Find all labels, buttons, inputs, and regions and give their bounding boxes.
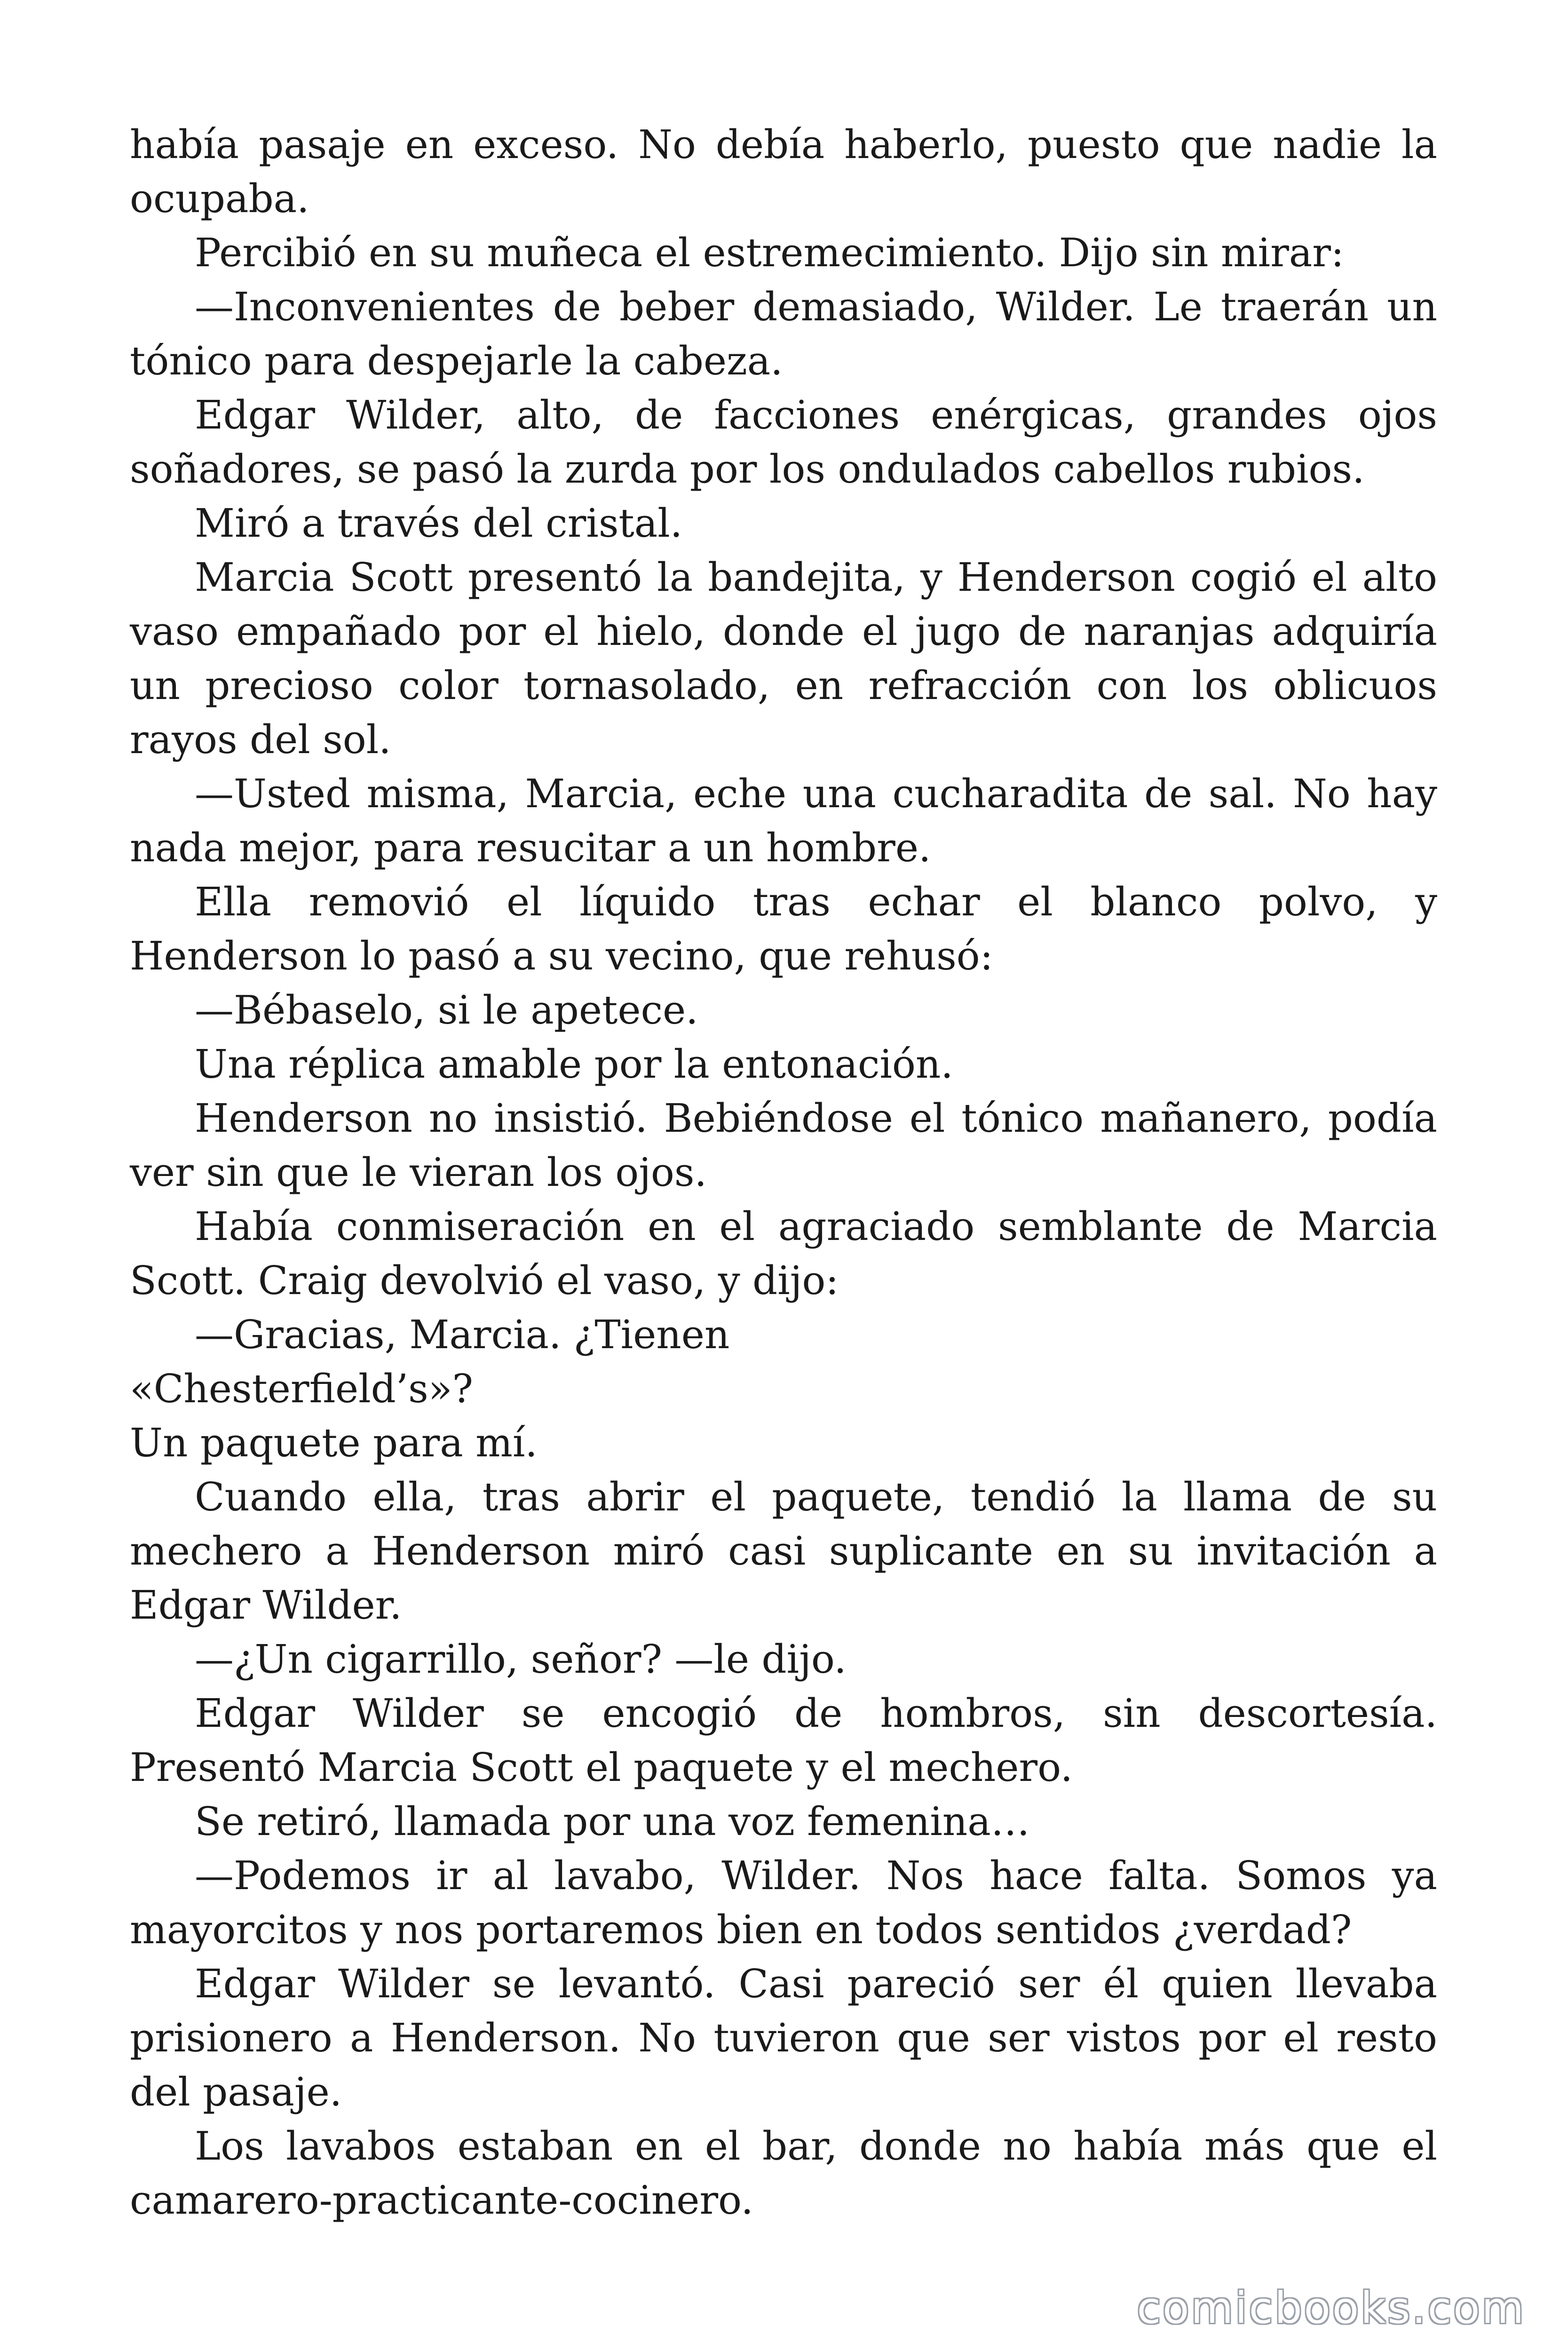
paragraph: Edgar Wilder se levantó. Casi pareció ser él quien llevaba prisionero a Henderson. No tuvieron que ser vistos por el resto del pasaje.	[130, 1961, 1437, 2115]
paragraph: Los lavabos estaban en el bar, donde no había más que el camarero-practicante-cocinero.	[130, 2123, 1437, 2223]
paragraph: Ella removió el líquido tras echar el blanco polvo, y Henderson lo pasó a su vecino, que rehusó:	[130, 879, 1437, 979]
paragraph: —Inconvenientes de beber demasiado, Wilder. Le traerán un tónico para despejarle la cabeza.	[130, 284, 1437, 384]
paragraph: había pasaje en exceso. No debía haberlo, puesto que nadie la ocupaba.	[130, 122, 1437, 222]
paragraph: —Usted misma, Marcia, eche una cucharadita de sal. No hay nada mejor, para resucitar a un hombre.	[130, 771, 1437, 871]
paragraph: Henderson no insistió. Bebiéndose el tónico mañanero, podía ver sin que le vieran los ojos.	[130, 1096, 1437, 1195]
paragraph: Una réplica amable por la entonación.	[195, 1041, 953, 1087]
paragraph: —Gracias, Marcia. ¿Tienen	[195, 1312, 730, 1358]
paragraph: Percibió en su muñeca el estremecimiento. Dijo sin mirar:	[195, 230, 1344, 276]
paragraph: Edgar Wilder se encogió de hombros, sin descortesía. Presentó Marcia Scott el paquete y el mechero.	[130, 1691, 1437, 1790]
paragraph: «Chesterfield’s»?	[130, 1366, 474, 1412]
paragraph: —¿Un cigarrillo, señor? —le dijo.	[195, 1637, 847, 1682]
paragraph: Un paquete para mí.	[130, 1420, 538, 1466]
paragraph: Se retiró, llamada por una voz femenina…	[195, 1799, 1030, 1844]
book-page	[130, 118, 1437, 2227]
paragraph: —Podemos ir al lavabo, Wilder. Nos hace falta. Somos ya mayorcitos y nos portaremos bien en todos sentidos ¿verdad?	[130, 1853, 1437, 1953]
paragraph: Cuando ella, tras abrir el paquete, tendió la llama de su mechero a Henderson miró casi suplicante en su invitación a Edgar Wilder.	[130, 1474, 1437, 1628]
paragraph: —Bébaselo, si le apetece.	[195, 987, 698, 1033]
paragraph: Había conmiseración en el agraciado semblante de Marcia Scott. Craig devolvió el vaso, y dijo:	[130, 1204, 1437, 1303]
paragraph: Marcia Scott presentó la bandejita, y Henderson cogió el alto vaso empañado por el hielo, donde el jugo de naranjas adquiría un precioso color tornasolado, en refracción con los oblicuos rayos del sol.	[130, 555, 1437, 763]
watermark: comicbooks.com	[1137, 2283, 1526, 2333]
paragraph: Edgar Wilder, alto, de facciones enérgicas, grandes ojos soñadores, se pasó la zurda por los ondulados cabellos rubios.	[130, 392, 1437, 492]
paragraph: Miró a través del cristal.	[195, 501, 683, 546]
